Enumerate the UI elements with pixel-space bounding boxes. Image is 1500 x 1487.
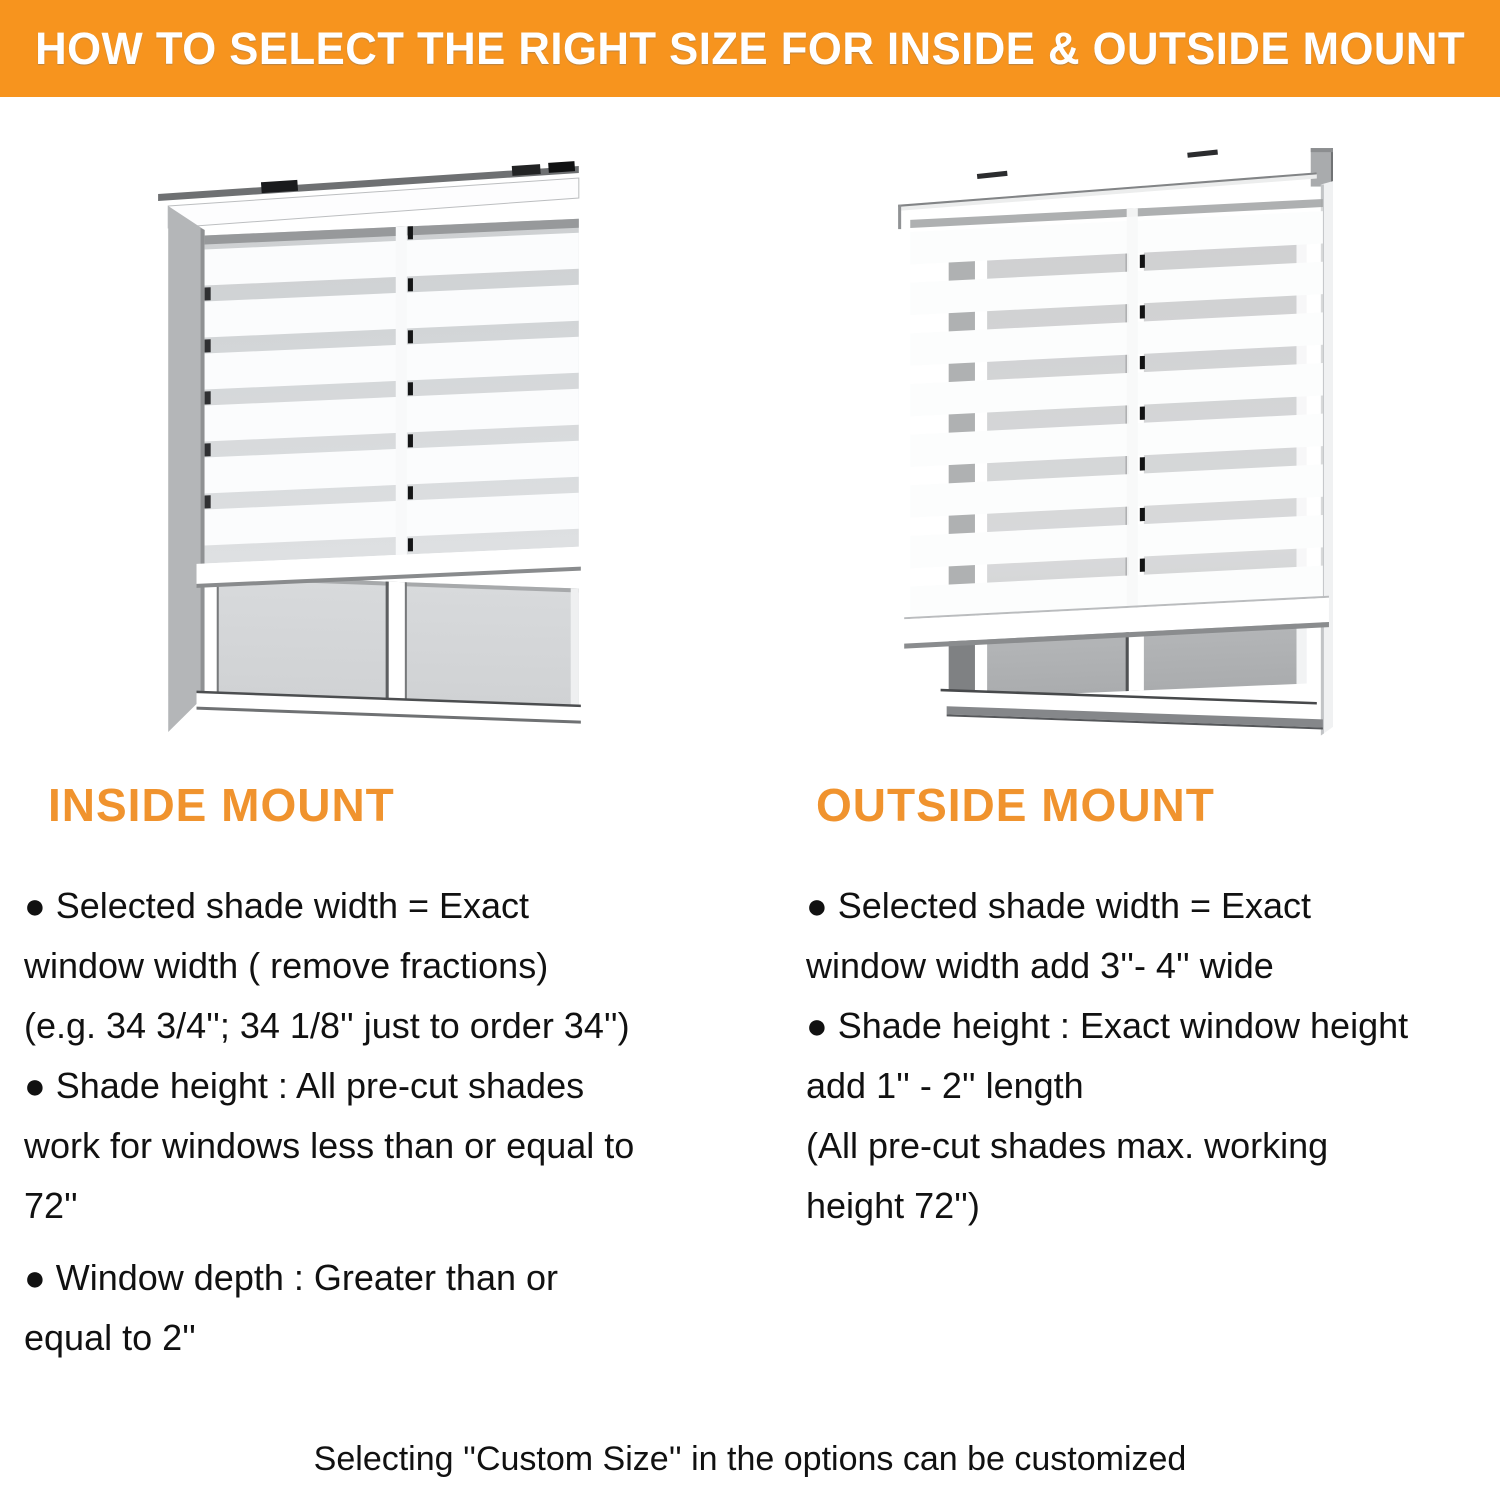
inside-mount-section <box>24 778 744 1368</box>
outside-mount-section <box>806 778 1496 1236</box>
window-lower-glass <box>197 575 581 724</box>
custom-size-note: Selecting ''Custom Size'' in the options can be customized <box>313 1440 1187 1478</box>
window-sill <box>941 689 1323 730</box>
instruction-line: 72'' <box>24 1185 78 1226</box>
outside-mount-window-illustration <box>888 142 1333 770</box>
instruction-line: window width add 3''- 4'' wide <box>806 945 1274 986</box>
instruction-line: ● Shade height : Exact window height <box>806 1005 1409 1046</box>
instruction-line: ● Selected shade width = Exact <box>806 885 1312 926</box>
inside-mount-heading: INSIDE MOUNT <box>48 779 395 831</box>
window-left-jamb <box>168 206 204 732</box>
instruction-line: (e.g. 34 3/4''; 34 1/8'' just to order 34'') <box>24 1005 630 1046</box>
instruction-line: add 1'' - 2'' length <box>806 1065 1084 1106</box>
zebra-shade <box>904 199 1329 649</box>
outside-mount-heading: OUTSIDE MOUNT <box>816 779 1215 831</box>
instruction-line: work for windows less than or equal to <box>24 1125 635 1166</box>
instruction-line: equal to 2'' <box>24 1317 196 1358</box>
header-banner <box>0 0 1500 97</box>
instruction-line: (All pre-cut shades max. working <box>806 1125 1329 1166</box>
page-title: HOW TO SELECT THE RIGHT SIZE FOR INSIDE & OUTSIDE MOUNT <box>35 22 1465 74</box>
instruction-line: ● Selected shade width = Exact <box>24 885 530 926</box>
ceiling-marks <box>977 150 1218 179</box>
footer <box>0 1437 1500 1481</box>
inside-mount-window-illustration <box>150 148 595 748</box>
instruction-line: ● Shade height : All pre-cut shades <box>24 1065 585 1106</box>
instruction-line: height 72'') <box>806 1185 980 1226</box>
instruction-line: ● Window depth : Greater than or <box>24 1257 559 1298</box>
zebra-shade <box>197 219 581 588</box>
instruction-line: window width ( remove fractions) <box>24 945 549 986</box>
